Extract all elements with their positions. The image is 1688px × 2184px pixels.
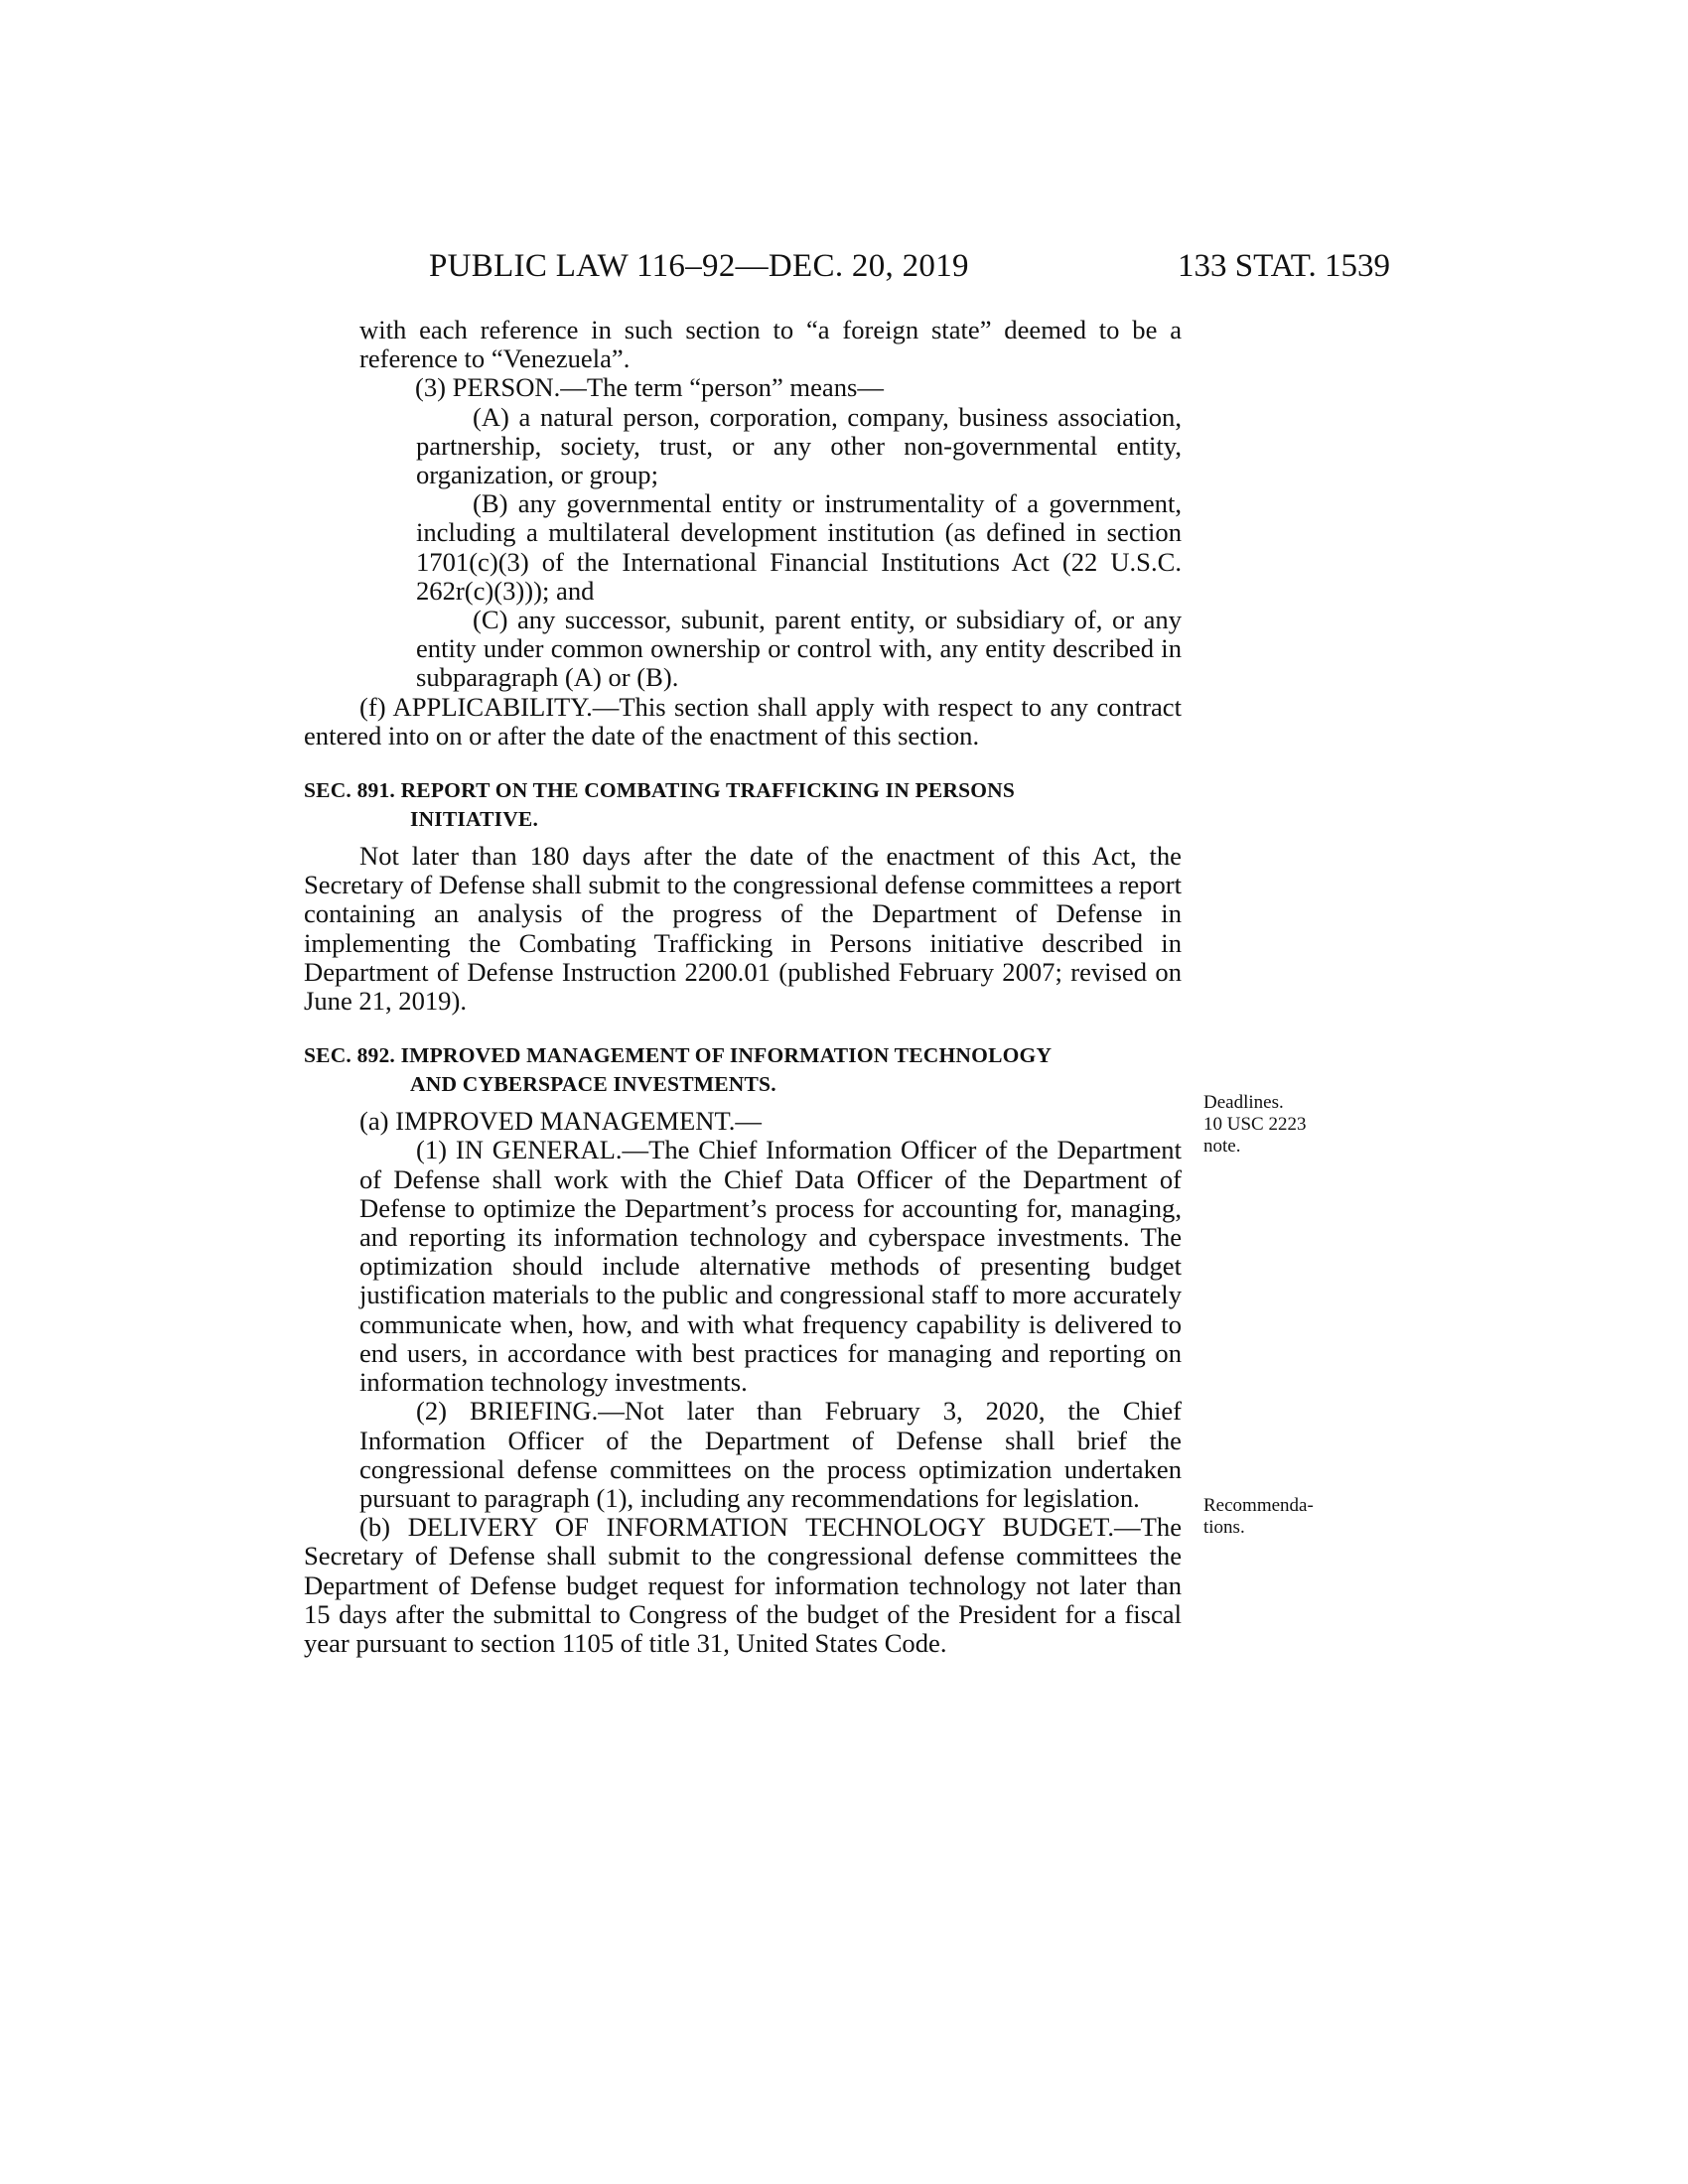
margin-note-deadlines-line3: note. (1203, 1136, 1241, 1157)
running-header-citation: PUBLIC LAW 116–92—DEC. 20, 2019 (429, 248, 969, 284)
margin-note-recommendations-line1: Recommenda- (1203, 1495, 1314, 1516)
section-891-heading-line2: INITIATIVE. (410, 807, 539, 832)
section-892-heading-line1: SEC. 892. IMPROVED MANAGEMENT OF INFORMATION TECHNOLOGY (304, 1043, 1053, 1068)
subsection-a-heading: (a) IMPROVED MANAGEMENT.— (359, 1106, 763, 1137)
margin-note-deadlines-line1: Deadlines. (1203, 1092, 1284, 1113)
margin-note-recommendations (1203, 1495, 1314, 1539)
section-891-heading (304, 776, 1182, 834)
section-891-text: Not later than 180 days after the date of the enactment of this Act, the Secretary of Defense shall submit to the congressional defense committees a report containing an analysis of the progress of the Department of Defense in implementing the Combating Trafficking in Persons initiative described in Department of Defense Instruction 2200.01 (published February 2007; revised on June 21, 2019). (304, 841, 1182, 1017)
section-892-heading (304, 1041, 1182, 1099)
paragraph-a2-briefing: (2) BRIEFING.—Not later than February 3, 2020, the Chief Information Officer of the Department of Defense shall brief the congressional defense committees on the process optimization undertaken pursuant to paragraph (1), including any recommendations for legislation. (359, 1396, 1182, 1513)
section-891-heading-line1: SEC. 891. REPORT ON THE COMBATING TRAFFICKING IN PERSONS (304, 778, 1016, 803)
margin-note-recommendations-line2: tions. (1203, 1517, 1245, 1538)
paragraph-a1-in-general: (1) IN GENERAL.—The Chief Information Officer of the Department of Defense shall work with the Chief Data Officer of the Department of Defense to optimize the Department’s process for accounting for, managing, and reporting its information technology and cyberspace investments. The optimization should include alternative methods of presenting budget justification materials to the public and congressional staff to more accurately communicate when, how, and with what frequency capability is delivered to end users, in accordance with best practices for managing and reporting on information technology investments. (359, 1135, 1182, 1398)
paragraph-applicability: (f) APPLICABILITY.—This section shall apply with respect to any contract entered into on or after the date of the enactment of this section. (304, 691, 1182, 751)
margin-note-deadlines (1203, 1092, 1306, 1158)
document-body (304, 316, 1182, 1658)
section-892-heading-line2: AND CYBERSPACE INVESTMENTS. (410, 1072, 776, 1097)
paragraph-person-a: (A) a natural person, corporation, company, business association, partnership, society, trust, or any other non-governmental entity, organization, or group; (416, 401, 1182, 490)
margin-note-deadlines-line2: 10 USC 2223 (1203, 1114, 1307, 1135)
paragraph-person-b: (B) any governmental entity or instrumentality of a government, including a multilateral development institution (as defined in section 1701(c)(3) of the International Financial Institutions Act (22 U.S.C. 262r(c)(3))); and (416, 488, 1182, 606)
running-header-page-number: 133 STAT. 1539 (1177, 248, 1390, 284)
paragraph-person-definition: (3) PERSON.—The term “person” means— (415, 372, 884, 403)
paragraph-person-c: (C) any successor, subunit, parent entity, or subsidiary of, or any entity under common ownership or control with, any entity described in subparagraph (A) or (B). (416, 605, 1182, 693)
paragraph-venezuela-reference: with each reference in such section to “a foreign state” deemed to be a reference to “Venezuela”. (359, 315, 1182, 374)
subsection-b-delivery: (b) DELIVERY OF INFORMATION TECHNOLOGY BUDGET.—The Secretary of Defense shall submit to the congressional defense committees the Department of Defense budget request for information technology not later than 15 days after the submittal to Congress of the budget of the President for a fiscal year pursuant to section 1105 of title 31, United States Code. (304, 1512, 1182, 1658)
